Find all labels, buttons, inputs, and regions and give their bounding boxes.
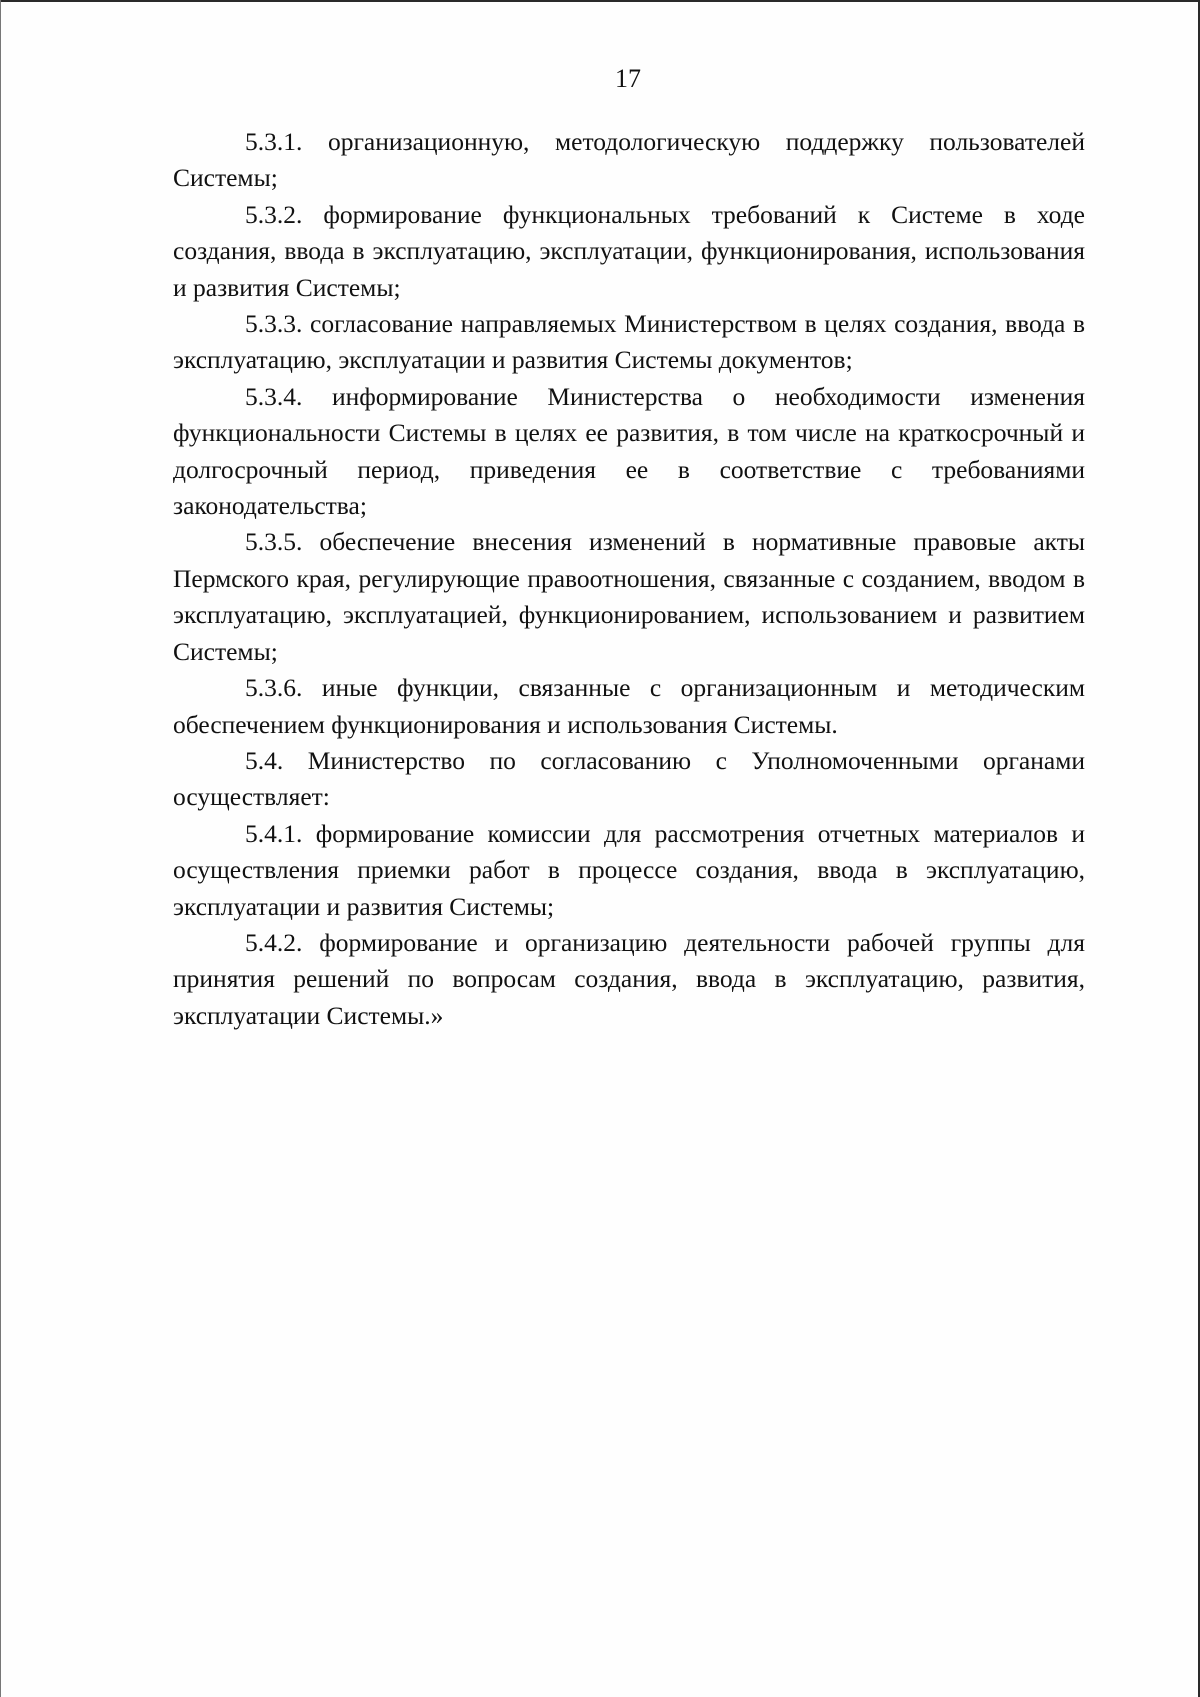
paragraph-5-3-3: 5.3.3. согласование направляемых Министерством в целях создания, ввода в эксплуатацию, эксплуатации и развития Системы документов; [173, 309, 1085, 375]
paragraph-5-3-1: 5.3.1. организационную, методологическую поддержку пользователей Системы; [173, 127, 1085, 193]
paragraph-5-3-6: 5.3.6. иные функции, связанные с организационным и методическим обеспечением функционирования и использования Системы. [173, 673, 1085, 739]
paragraph-5-3-2: 5.3.2. формирование функциональных требований к Системе в ходе создания, ввода в эксплуатацию, эксплуатации, функционирования, использования и развития Системы; [173, 199, 1085, 302]
paragraph-5-4-1: 5.4.1. формирование комиссии для рассмотрения отчетных материалов и осуществления приемки работ в процессе создания, ввода в эксплуатацию, эксплуатации и развития Системы; [173, 818, 1085, 921]
scan-border-top [0, 0, 1200, 2]
paragraph-5-4: 5.4. Министерство по согласованию с Уполномоченными органами осуществляет: [173, 745, 1085, 812]
paragraph-5-3-4: 5.3.4. информирование Министерства о необходимости изменения функциональности Системы в целях ее развития, в том числе на краткосрочный и долгосрочный период, приведения ее в соответствие с требованиями законодательства; [173, 381, 1085, 521]
paragraph-5-4-2: 5.4.2. формирование и организацию деятельности рабочей группы для принятия решений по вопросам создания, ввода в эксплуатацию, развития, эксплуатации Системы.» [173, 927, 1085, 1030]
document-body [173, 124, 1085, 1034]
page-number: 17 [615, 64, 641, 93]
paragraph-5-3-5: 5.3.5. обеспечение внесения изменений в нормативные правовые акты Пермского края, регулирующие правоотношения, связанные с созданием, вводом в эксплуатацию, эксплуатацией, функционированием, использованием и развитием Системы; [173, 527, 1085, 666]
scan-border-left [0, 0, 1, 1697]
